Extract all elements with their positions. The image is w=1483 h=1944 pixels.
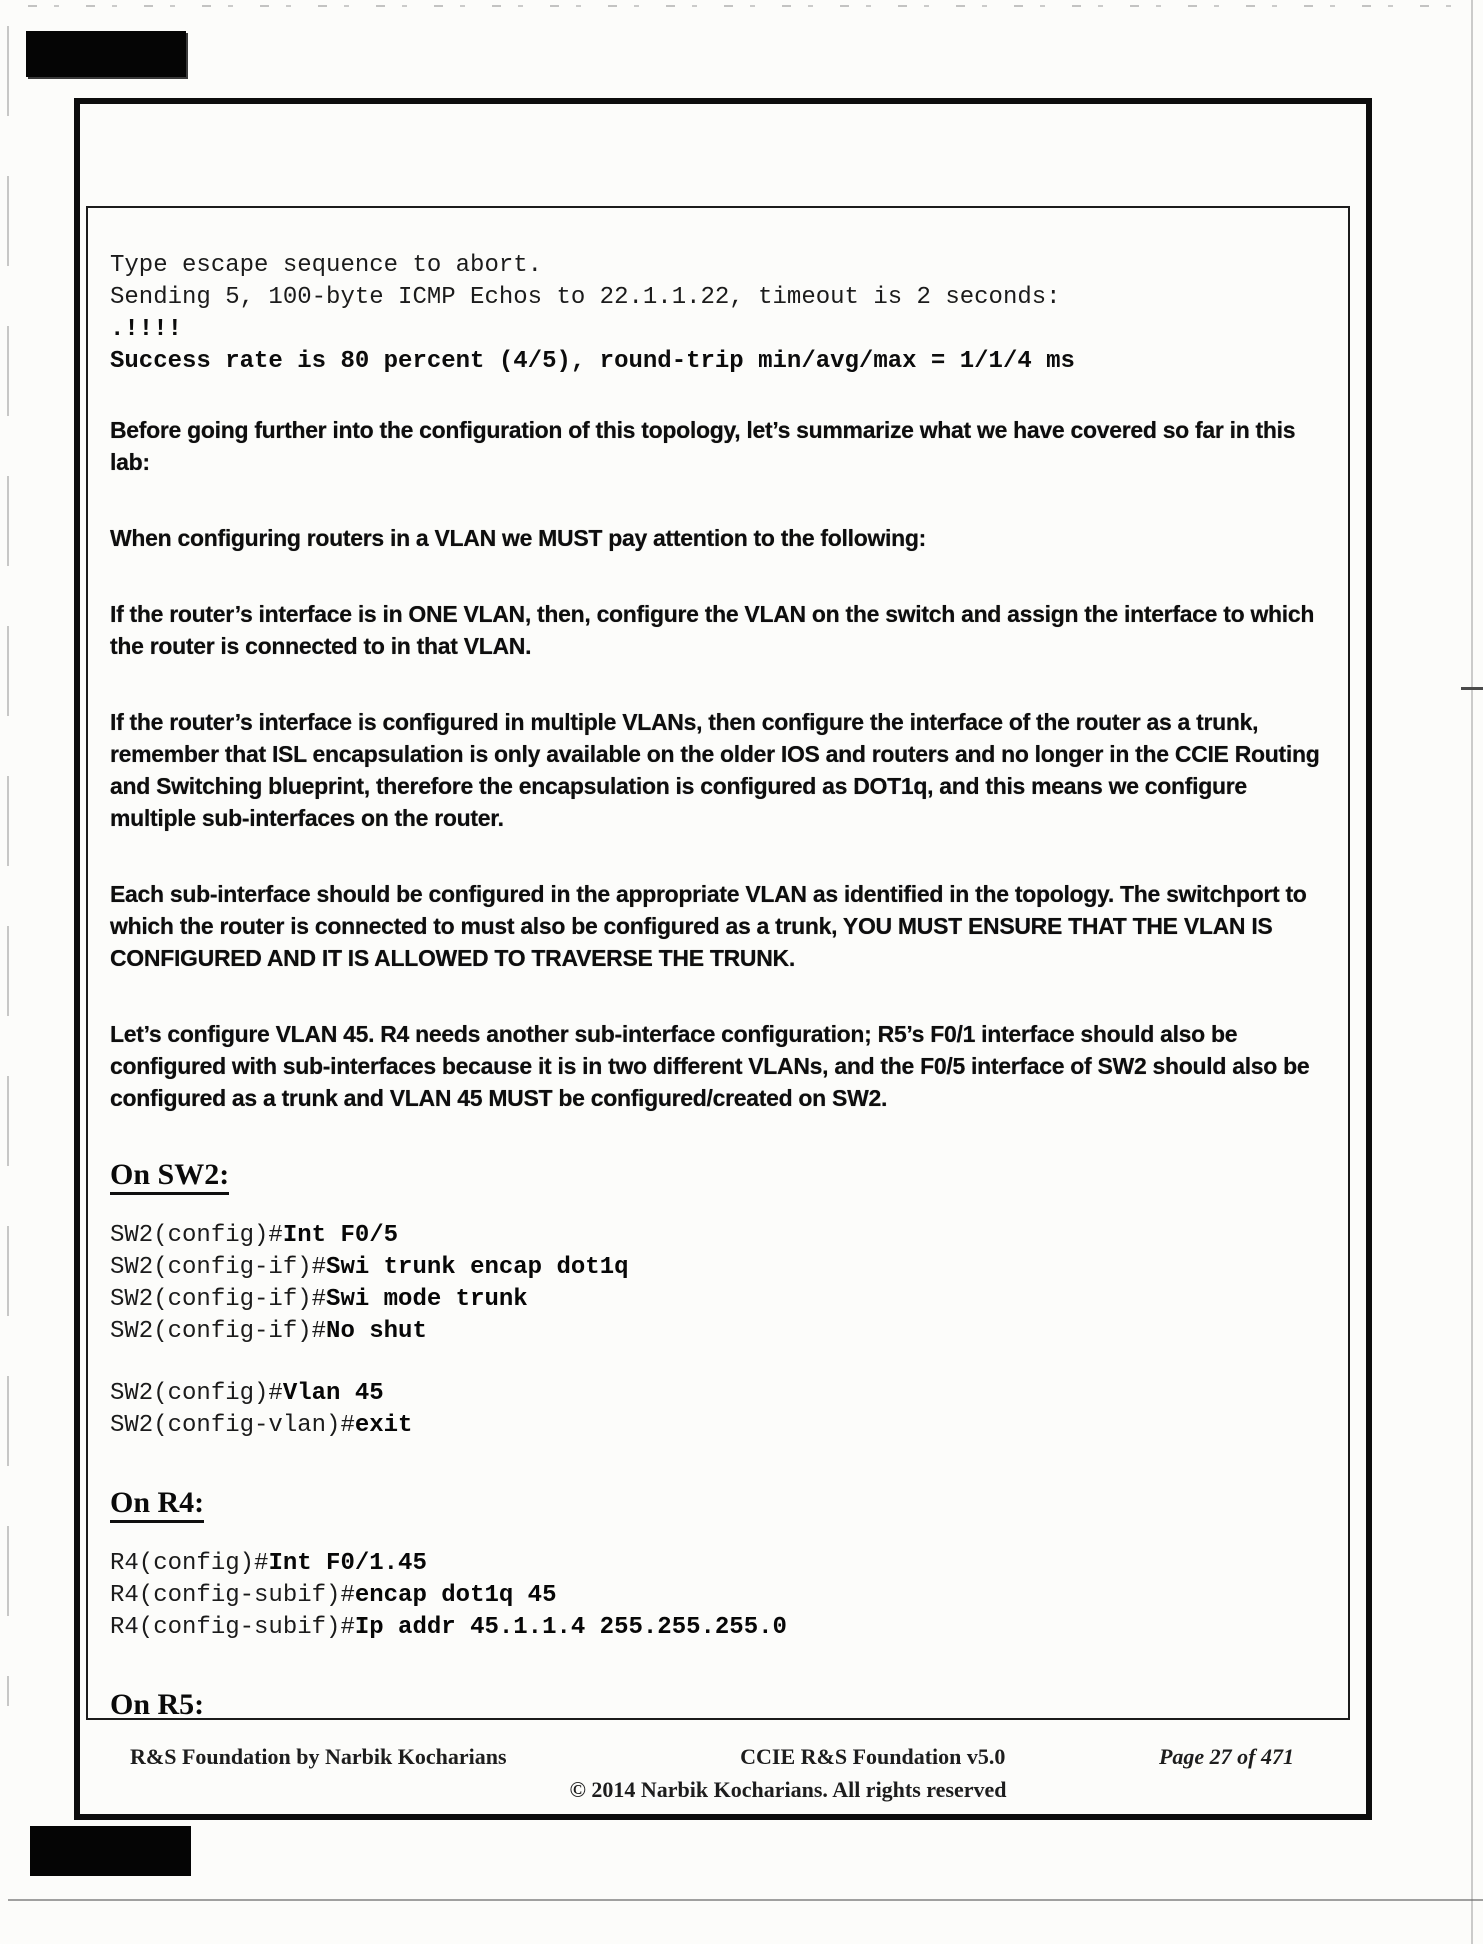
redaction-block-top: [26, 31, 186, 77]
cli-command: Swi mode trunk: [326, 1286, 528, 1313]
cli-prompt: SW2(config)#: [110, 1380, 283, 1407]
footer-page-number: Page 27 of 471: [1158, 1744, 1294, 1769]
cli-prompt: SW2(config-vlan)#: [110, 1412, 355, 1439]
scan-artifact-top-line: [28, 5, 1462, 7]
cli-command: Swi trunk encap dot1q: [326, 1254, 629, 1281]
terminal-line: Type escape sequence to abort.: [110, 252, 543, 279]
code-line: [110, 1410, 1336, 1442]
code-line: [110, 1612, 1336, 1644]
cli-command: Vlan 45: [282, 1380, 384, 1407]
code-line: [110, 1580, 1336, 1612]
body-paragraph: Each sub-interface should be configured in the appropriate VLAN as identified in the topology. The switchport to which the router is connected to must also be configured as a trunk, YOU MUST ENSURE THAT THE VLAN IS CONFIGURED AND IT IS ALLOWED TO TRAVERSE THE TRUNK.: [110, 881, 1307, 971]
cli-prompt: R4(config-subif)#: [110, 1582, 355, 1609]
code-line: [110, 1284, 1336, 1316]
cli-command: Ip addr 45.1.1.4 255.255.255.0: [354, 1614, 787, 1641]
footer-copyright: © 2014 Narbik Kocharians. All rights reserved: [569, 1777, 1007, 1802]
cli-prompt: R4(config-subif)#: [110, 1614, 355, 1641]
body-paragraph: Let’s configure VLAN 45. R4 needs another sub-interface configuration; R5’s F0/1 interface should also be configured with sub-interfaces because it is in two different VLANs, and the F0/5 interface of SW2 should also be configured as a trunk and VLAN 45 MUST be configured/created on SW2.: [110, 1021, 1310, 1111]
section-heading-r5: [110, 1688, 1336, 1720]
section-heading-sw2: [110, 1158, 1336, 1192]
cli-prompt: SW2(config-if)#: [110, 1286, 327, 1313]
code-line: [110, 1220, 1336, 1252]
cli-prompt: R4(config)#: [110, 1550, 269, 1577]
cli-command: exit: [354, 1412, 413, 1439]
section-heading-label: On SW2:: [110, 1158, 229, 1195]
cli-command: encap dot1q 45: [354, 1582, 557, 1609]
scan-artifact-right-dash: [1461, 687, 1483, 690]
redaction-block-bottom: [30, 1826, 191, 1876]
footer-edition: CCIE R&S Foundation v5.0: [740, 1744, 1006, 1769]
section-heading-label: On R5:: [110, 1688, 204, 1720]
scan-artifact-right-line: [1471, 0, 1473, 1944]
code-line: [110, 1252, 1336, 1284]
body-paragraph: Before going further into the configuration of this topology, let’s summarize what we have covered so far in this lab:: [110, 417, 1296, 475]
code-block-r4: [110, 1548, 1336, 1644]
cli-prompt: SW2(config)#: [110, 1222, 283, 1249]
footer-book-title: R&S Foundation by Narbik Kocharians: [130, 1744, 507, 1769]
code-line: [110, 1316, 1336, 1348]
section-heading-label: On R4:: [110, 1486, 204, 1523]
scan-artifact-left-line: [7, 26, 9, 1706]
code-line: [110, 1548, 1336, 1580]
code-block-sw2-trunk: [110, 1220, 1336, 1348]
scan-artifact-bottom-line: [8, 1899, 1483, 1901]
body-paragraph: If the router’s interface is configured in multiple VLANs, then configure the interface of the router as a trunk, remember that ISL encapsulation is only available on the older IOS and routers and no longer in the CCIE Routing and Switching blueprint, therefore the encapsulation is configured as DOT1q, and this means we configure multiple sub-interfaces on the router.: [110, 709, 1320, 831]
cli-command: No shut: [326, 1318, 427, 1345]
terminal-line: .!!!!: [110, 316, 183, 343]
body-paragraph: When configuring routers in a VLAN we MUST pay attention to the following:: [110, 525, 926, 551]
terminal-line: Sending 5, 100-byte ICMP Echos to 22.1.1.22, timeout is 2 seconds:: [110, 284, 1061, 311]
cli-command: Int F0/1.45: [268, 1550, 427, 1577]
section-heading-r4: [110, 1486, 1336, 1520]
page-footer: [86, 1744, 1350, 1803]
body-paragraph: If the router’s interface is in ONE VLAN, then, configure the VLAN on the switch and assign the interface to which the router is connected to in that VLAN.: [110, 601, 1315, 659]
terminal-line: Success rate is 80 percent (4/5), round-trip min/avg/max = 1/1/4 ms: [110, 348, 1075, 375]
code-block-sw2-vlan: [110, 1378, 1336, 1442]
content-box: [86, 206, 1350, 1720]
cli-command: Int F0/5: [282, 1222, 399, 1249]
terminal-output: [110, 250, 1336, 378]
cli-prompt: SW2(config-if)#: [110, 1318, 327, 1345]
code-line: [110, 1378, 1336, 1410]
cli-prompt: SW2(config-if)#: [110, 1254, 327, 1281]
